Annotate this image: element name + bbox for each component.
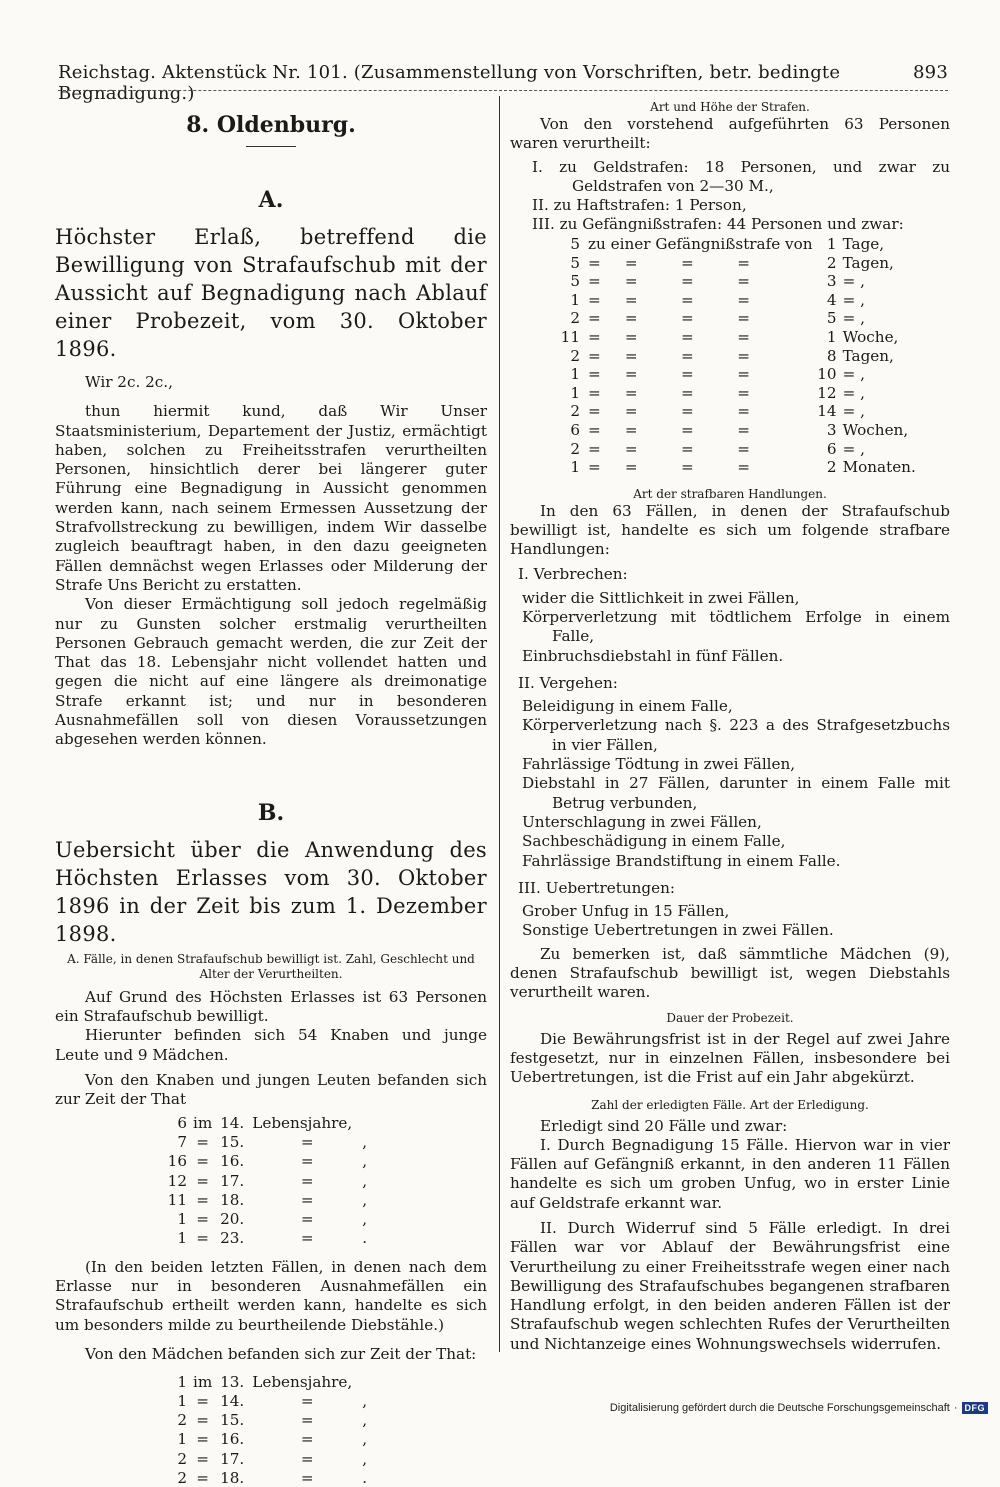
table-cell: = = = = (588, 421, 750, 440)
table-cell: 2 (177, 1411, 187, 1430)
category-list (510, 589, 950, 666)
table-cell: = , (842, 439, 865, 458)
list-item: III. zu Gefängnißstrafen: 44 Personen und zwar: (532, 215, 904, 234)
paragraph: (In den beiden letzten Fällen, in denen nach dem Erlasse nur in besonderen Ausnahmefällen ein Strafaufschub ertheilt werden kann, handelte es sich um besonders milde zu beurtheilende Diebstähle.) (55, 1257, 487, 1334)
table-cell: 2 (570, 439, 580, 458)
table-cell: 3 (826, 272, 837, 291)
list-item: I. zu Geldstrafen: 18 Personen, und zwar zu Geldstrafen von 2—30 M., (532, 157, 950, 195)
table-cell: , (362, 1171, 368, 1190)
table-cell (362, 1113, 372, 1132)
table-cell: 1 (570, 290, 580, 309)
table-cell: = (196, 1411, 209, 1430)
table-cell: = (196, 1171, 209, 1190)
list-item: II. zu Haftstrafen: 1 Person, (532, 196, 747, 215)
list-item: Sachbeschädigung in einem Falle, (522, 832, 786, 851)
table-cell: = (300, 1411, 314, 1430)
table-row (558, 402, 923, 421)
table-cell: 15. (220, 1133, 245, 1152)
table-row (558, 291, 923, 310)
table-cell: 15. (220, 1411, 245, 1430)
table-cell: Tage, (842, 235, 885, 254)
table-cell: 1 (177, 1372, 187, 1391)
table-row (558, 346, 923, 365)
table-cell: im (193, 1372, 213, 1391)
table-cell: 18. (220, 1190, 245, 1209)
table-cell: 20. (220, 1209, 245, 1228)
table-cell: 13. (220, 1372, 245, 1391)
table-cell: 4 (826, 290, 837, 309)
section-a-heading: Höchster Erlaß, betreffend die Bewilligung von Strafaufschub mit der Aussicht auf Begnadigung nach Ablauf einer Probezeit, vom 30. Oktober 1896. (55, 225, 487, 361)
table-row (161, 1468, 372, 1487)
list-item: Sonstige Uebertretungen in zwei Fällen. (522, 921, 834, 940)
table-cell: 1 (826, 235, 837, 254)
table-cell: = (196, 1133, 209, 1152)
table-cell: = (300, 1449, 314, 1468)
category-list (510, 697, 950, 871)
table-cell: = , (842, 272, 865, 291)
subheading: Zahl der erledigten Fälle. Art der Erledigung. (591, 1097, 869, 1112)
table-cell: 5 (570, 235, 580, 254)
table-cell: 12 (167, 1171, 187, 1190)
table-row (161, 1449, 372, 1468)
table-cell: 1 (570, 383, 580, 402)
table-cell: = = = = (588, 365, 750, 384)
table-cell: 14. (220, 1392, 245, 1410)
table-cell: = , (842, 365, 865, 384)
list-item: Fahrlässige Tödtung in zwei Fällen, (522, 755, 796, 774)
paragraph: Die Bewährungsfrist ist in der Regel auf zwei Jahre festgesetzt, nur in einzelnen Fällen, insbesondere bei Uebertretungen, ist die Frist auf ein Jahr abgekürzt. (510, 1029, 950, 1087)
left-column (55, 104, 487, 1487)
table-cell: 16 (167, 1152, 187, 1171)
table-cell: . (362, 1468, 368, 1487)
list-item: Körperverletzung mit tödtlichem Erfolge in einem Falle, (522, 607, 950, 646)
section-b-label: B. (257, 799, 285, 826)
table-row (558, 253, 923, 272)
paragraph: thun hiermit kund, daß Wir Unser Staatsministerium, Departement der Justiz, ermächtigt haben, solchen zu Freiheitsstrafen verurtheilten Personen, hinsichtlich derer bei längerer guter Führung eine Begnadigung in Aussicht genommen werden kann, nach seinem Ermessen Aussetzung der Strafvollstreckung zu bewilligen, indem Wir dasselbe zugleich beauftragt haben, in den dazu geeigneten Fällen demnächst wegen Erlasses oder Milderung der Strafe Uns Bericht zu erstatten. (55, 402, 487, 594)
table-cell: 16. (220, 1152, 245, 1171)
subheading: Dauer der Probezeit. (666, 1010, 794, 1025)
table-cell: 3 (826, 421, 837, 440)
page-header (58, 60, 948, 104)
table-cell: = (196, 1152, 209, 1171)
subheading: A. Fälle, in denen Strafaufschub bewilligt ist. Zahl, Geschlecht und Alter der Verurtheilten. (67, 951, 475, 981)
section-a-label: A. (258, 187, 284, 213)
table-cell: = (300, 1468, 314, 1487)
table-cell: = , (842, 309, 865, 328)
list-item: Beleidigung in einem Falle, (522, 697, 733, 716)
sentence-table (558, 235, 923, 477)
table-cell: = (196, 1449, 209, 1468)
table-row (161, 1229, 372, 1248)
table-cell (362, 1372, 372, 1391)
column-divider (499, 96, 500, 1352)
header-rule (58, 90, 948, 91)
table-row (558, 384, 923, 403)
table-cell: Wochen, (842, 421, 909, 440)
table-cell: , (362, 1430, 368, 1449)
subheading: Art und Höhe der Strafen. (650, 100, 810, 114)
table-cell: = = = = (588, 309, 750, 328)
table-cell: , (362, 1392, 368, 1410)
title-rule (246, 146, 296, 147)
paragraph: Hierunter befinden sich 54 Knaben und junge Leute und 9 Mädchen. (55, 1026, 487, 1064)
table-cell: 1 (177, 1229, 187, 1248)
girls-age-table (161, 1372, 372, 1487)
table-cell: = , (842, 402, 865, 421)
dfg-logo: DFG (962, 1402, 989, 1414)
table-cell: Lebensjahre, (252, 1114, 353, 1133)
table-cell: = (300, 1430, 314, 1449)
paragraph: Erledigt sind 20 Fälle und zwar: (540, 1116, 788, 1135)
table-cell: = = = = (588, 253, 750, 272)
table-cell: = = = = (588, 402, 750, 421)
table-cell: = = = = (588, 458, 750, 477)
table-cell: , (362, 1449, 368, 1468)
right-column (510, 100, 950, 1354)
table-cell: Lebensjahre, (252, 1372, 353, 1391)
table-cell: 2 (570, 402, 580, 421)
table-cell: 17. (220, 1449, 245, 1468)
paragraph: Von den Mädchen befanden sich zur Zeit der That: (85, 1344, 477, 1363)
footer: Digitalisierung gefördert durch die Deutsche Forschungsgemeinschaft · DFG (610, 1402, 988, 1414)
table-row (558, 458, 923, 477)
list-item: Unterschlagung in zwei Fällen, (522, 812, 762, 831)
table-cell: 6 (826, 439, 837, 458)
table-row (161, 1133, 372, 1152)
table-row (161, 1430, 372, 1449)
table-cell: = = = = (588, 383, 750, 402)
table-cell: 7 (177, 1133, 187, 1152)
table-row (558, 439, 923, 458)
list-item: Einbruchsdiebstahl in fünf Fällen. (522, 646, 784, 665)
table-cell: = (300, 1171, 314, 1190)
category-heading: I. Verbrechen: (518, 565, 628, 584)
table-row (161, 1411, 372, 1430)
list-item: Grober Unfug in 15 Fällen, (522, 902, 730, 921)
table-cell: , (362, 1133, 368, 1152)
table-cell: , (362, 1209, 368, 1228)
paragraph: Von den Knaben und jungen Leuten befanden sich zur Zeit der That (55, 1070, 487, 1109)
table-cell: 2 (570, 309, 580, 328)
table-cell: 1 (570, 458, 580, 477)
table-cell: = (196, 1468, 209, 1487)
table-cell: = , (842, 290, 865, 309)
table-cell: = (300, 1229, 314, 1248)
table-cell: 1 (177, 1392, 187, 1410)
table-row (558, 421, 923, 440)
table-cell: 17. (220, 1171, 245, 1190)
table-cell: Monaten. (842, 458, 916, 477)
table-row (161, 1372, 372, 1391)
table-cell: 1 (177, 1430, 187, 1449)
table-cell: im (193, 1114, 213, 1133)
table-row (558, 309, 923, 328)
table-cell: 2 (177, 1468, 187, 1487)
table-row (558, 328, 923, 347)
table-cell: 2 (826, 253, 837, 272)
table-cell: = (300, 1190, 314, 1209)
table-cell: 6 (570, 421, 580, 440)
table-cell: = = = = (588, 272, 750, 291)
table-cell: 10 (817, 365, 837, 384)
table-cell: 1 (826, 328, 837, 347)
table-cell: 2 (570, 346, 580, 365)
table-cell: = (196, 1209, 209, 1228)
table-cell: 23. (220, 1229, 245, 1248)
table-cell: 2 (177, 1449, 187, 1468)
table-cell: = = = = (588, 439, 750, 458)
table-cell: 2 (826, 458, 837, 477)
table-cell: 5 (570, 272, 580, 291)
table-cell: 5 (570, 253, 580, 272)
table-cell: 11 (560, 328, 580, 347)
table-cell: 8 (826, 346, 837, 365)
table-cell: = (300, 1152, 314, 1171)
paragraph: Von dieser Ermächtigung soll jedoch regelmäßig nur zu Gunsten solcher erstmalig verurtheilten Personen Gebrauch gemacht werden, die zur Zeit der That das 18. Lebensjahr nicht vollendet hatten und gegen die nicht auf eine längere als dreimonatige Strafe erkannt ist; und nur in besonderen Ausnahmefällen soll von diesen Voraussetzungen abgesehen werden können. (55, 595, 487, 749)
table-row (161, 1209, 372, 1228)
table-row (558, 272, 923, 291)
table-cell: zu einer Gefängnißstrafe von (588, 235, 813, 254)
salutation: Wir 2c. 2c., (85, 373, 173, 391)
table-cell: = (196, 1229, 209, 1248)
table-cell: = (300, 1133, 314, 1152)
table-cell: 18. (220, 1468, 245, 1487)
paragraph: In den 63 Fällen, in denen der Strafaufschub bewilligt ist, handelte es sich um folgende strafbare Handlungen: (510, 501, 950, 559)
paragraph: Zu bemerken ist, daß sämmtliche Mädchen (9), denen Strafaufschub bewilligt ist, wegen Diebstahls verurtheilt waren. (510, 944, 950, 1002)
table-row (558, 365, 923, 384)
category-list (510, 902, 950, 941)
table-row (161, 1113, 372, 1132)
table-cell: 12 (817, 383, 837, 402)
paragraph: Auf Grund des Höchsten Erlasses ist 63 Personen ein Strafaufschub bewilligt. (55, 987, 487, 1025)
section-b-heading: Uebersicht über die Anwendung des Höchsten Erlasses vom 30. Oktober 1896 in der Zeit bis zum 1. Dezember 1898. (55, 837, 487, 946)
table-cell: = (300, 1209, 314, 1228)
list-item: Diebstahl in 27 Fällen, darunter in einem Falle mit Betrug verbunden, (522, 774, 950, 812)
header-text: Reichstag. Aktenstück Nr. 101. (Zusammenstellung von Vorschriften, betr. bedingte Begnadigung.) (58, 62, 841, 104)
subheading: Art der strafbaren Handlungen. (633, 486, 827, 501)
table-cell: Tagen, (842, 346, 894, 365)
table-cell: = = = = (588, 346, 750, 365)
boys-age-table (161, 1113, 372, 1247)
table-cell: , (362, 1190, 368, 1209)
table-cell: 16. (220, 1430, 245, 1449)
paragraph: II. Durch Widerruf sind 5 Fälle erledigt. In drei Fällen war vor Ablauf der Bewährungsfrist eine Verurtheilung zu einer Freiheitsstrafe wegen einer nach Bewilligung des Strafaufschubes begangenen strafbaren Handlung erfolgt, in den beiden anderen Fällen ist der Strafaufschub wegen schlechten Rufes der Verurtheilten und Nichtanzeige eines Wohnungswechsels widerrufen. (510, 1219, 950, 1353)
table-cell: 1 (570, 365, 580, 384)
table-cell: = (196, 1190, 209, 1209)
list-item: Körperverletzung nach §. 223 a des Strafgesetzbuchs in vier Fällen, (522, 716, 950, 754)
table-cell: = = = = (588, 328, 750, 347)
table-cell: 1 (177, 1209, 187, 1228)
table-row (161, 1171, 372, 1190)
table-row (161, 1190, 372, 1209)
table-row (161, 1152, 372, 1171)
table-cell: 6 (177, 1114, 187, 1133)
table-row (161, 1391, 372, 1410)
page-number: 893 (913, 62, 948, 83)
category-heading: III. Uebertretungen: (518, 878, 676, 897)
table-cell: = (300, 1392, 314, 1410)
table-cell: Tagen, (842, 253, 894, 272)
list-item: wider die Sittlichkeit in zwei Fällen, (522, 588, 800, 607)
table-cell: = , (842, 383, 865, 402)
table-row (558, 235, 923, 254)
table-cell: 14 (817, 402, 837, 421)
table-cell: , (362, 1411, 368, 1430)
table-cell: Woche, (842, 328, 899, 347)
table-cell: , (362, 1152, 368, 1171)
section-title: 8. Oldenburg. (186, 112, 356, 138)
table-cell: . (362, 1229, 368, 1248)
paragraph: I. Durch Begnadigung 15 Fälle. Hiervon war in vier Fällen auf Gefängniß erkannt, in den anderen 11 Fällen handelte es sich um groben Unfug, wo in erster Linie auf Geldstrafe erkannt war. (510, 1135, 950, 1212)
table-cell: = = = = (588, 290, 750, 309)
paragraph: Von den vorstehend aufgeführten 63 Personen waren verurtheilt: (510, 115, 950, 153)
table-cell: 14. (220, 1114, 245, 1133)
table-cell: = (196, 1392, 209, 1410)
table-cell: = (196, 1430, 209, 1449)
table-cell: 5 (826, 309, 837, 328)
category-heading: II. Vergehen: (518, 673, 618, 692)
table-cell: 11 (167, 1190, 187, 1209)
list-item: Fahrlässige Brandstiftung in einem Falle. (522, 851, 841, 870)
footer-text: Digitalisierung gefördert durch die Deutsche Forschungsgemeinschaft (609, 1402, 950, 1414)
